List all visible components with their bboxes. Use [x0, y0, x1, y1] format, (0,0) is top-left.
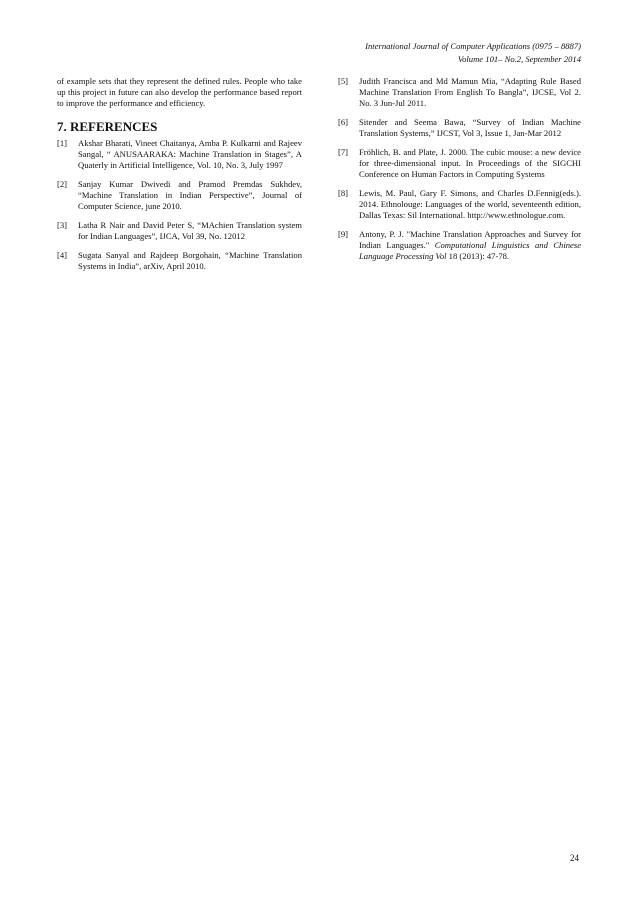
reference-number: [9] — [338, 229, 349, 239]
reference-text-plain: Antony, P. J. "Machine Translation Approaches and Survey for Indian Languages." — [359, 229, 581, 250]
reference-number: [2] — [57, 179, 68, 189]
reference-text: Judith Francisca and Md Mamun Mia, “Adapting Rule Based Machine Translation From English To Bangla”, IJCSE, Vol 2. No. 3 Jun-Jul 2011. — [359, 76, 581, 108]
left-column — [57, 76, 302, 280]
reference-text: Latha R Nair and David Peter S, “MAchien Translation system for Indian Languages”, IJCA, Vol 39, No. 12012 — [78, 220, 302, 241]
reference-text: Akshar Bharati, Vineet Chaitanya, Amba P. Kulkarni and Rajeev Sangal, “ ANUSAARAKA: Machine Translation in Stages”, A Quaterly in Artificial Intelligence, Vol. 10, No. 3, July 1997 — [78, 138, 302, 170]
reference-item — [57, 220, 302, 242]
reference-item — [338, 229, 581, 262]
page-number: 24 — [570, 853, 579, 863]
intro-paragraph: of example sets that they represent the defined rules. People who take up this project in future can also develop the performance based report to improve the performance and efficiency. — [57, 76, 302, 108]
reference-item — [57, 250, 302, 272]
references-heading: 7. REFERENCES — [57, 119, 158, 134]
reference-item — [338, 188, 581, 221]
reference-item — [57, 138, 302, 171]
journal-volume: Volume 101– No.2, September 2014 — [457, 54, 581, 64]
reference-text-tail: 18 (2013): 47-78. — [446, 251, 510, 261]
reference-text: Lewis, M. Paul, Gary F. Simons, and Charles D.Fennig(eds.). 2014. Ethnolouge: Languages of the world, seventeenth edition, Dallas Texas: Sil International. http://www.ethnologue.com. — [359, 188, 581, 220]
reference-number: [7] — [338, 147, 349, 157]
reference-number: [4] — [57, 250, 68, 260]
reference-text: Sanjay Kumar Dwivedi and Pramod Premdas Sukhdev, “Machine Translation in Indian Perspective”, Journal of Computer Science, june 2010. — [78, 179, 302, 211]
right-column — [338, 76, 581, 270]
reference-text — [359, 229, 581, 262]
reference-text: Fröhlich, B. and Plate, J. 2000. The cubic mouse: a new device for three-dimensional input. In Proceedings of the SIGCHI Conference on Human Factors in Computing Systems — [359, 147, 581, 179]
journal-title: International Journal of Computer Applications (0975 – 8887) — [365, 41, 581, 51]
reference-number: [8] — [338, 188, 349, 198]
reference-item — [338, 117, 581, 139]
reference-number: [1] — [57, 138, 68, 148]
reference-text: Sugata Sanyal and Rajdeep Borgohain, “Machine Translation Systems in India”, arXiv, April 2010. — [78, 250, 302, 271]
reference-number: [3] — [57, 220, 68, 230]
reference-item — [57, 179, 302, 212]
journal-header — [365, 40, 581, 66]
reference-text-italic: Computational Linguistics and Chinese Language Processing Vol — [359, 240, 582, 261]
reference-item — [338, 76, 581, 109]
reference-number: [5] — [338, 76, 349, 86]
reference-item — [338, 147, 581, 180]
reference-number: [6] — [338, 117, 349, 127]
reference-text: Sitender and Seema Bawa, “Survey of Indian Machine Translation Systems,” IJCST, Vol 3, Issue 1, Jan-Mar 2012 — [359, 117, 581, 138]
